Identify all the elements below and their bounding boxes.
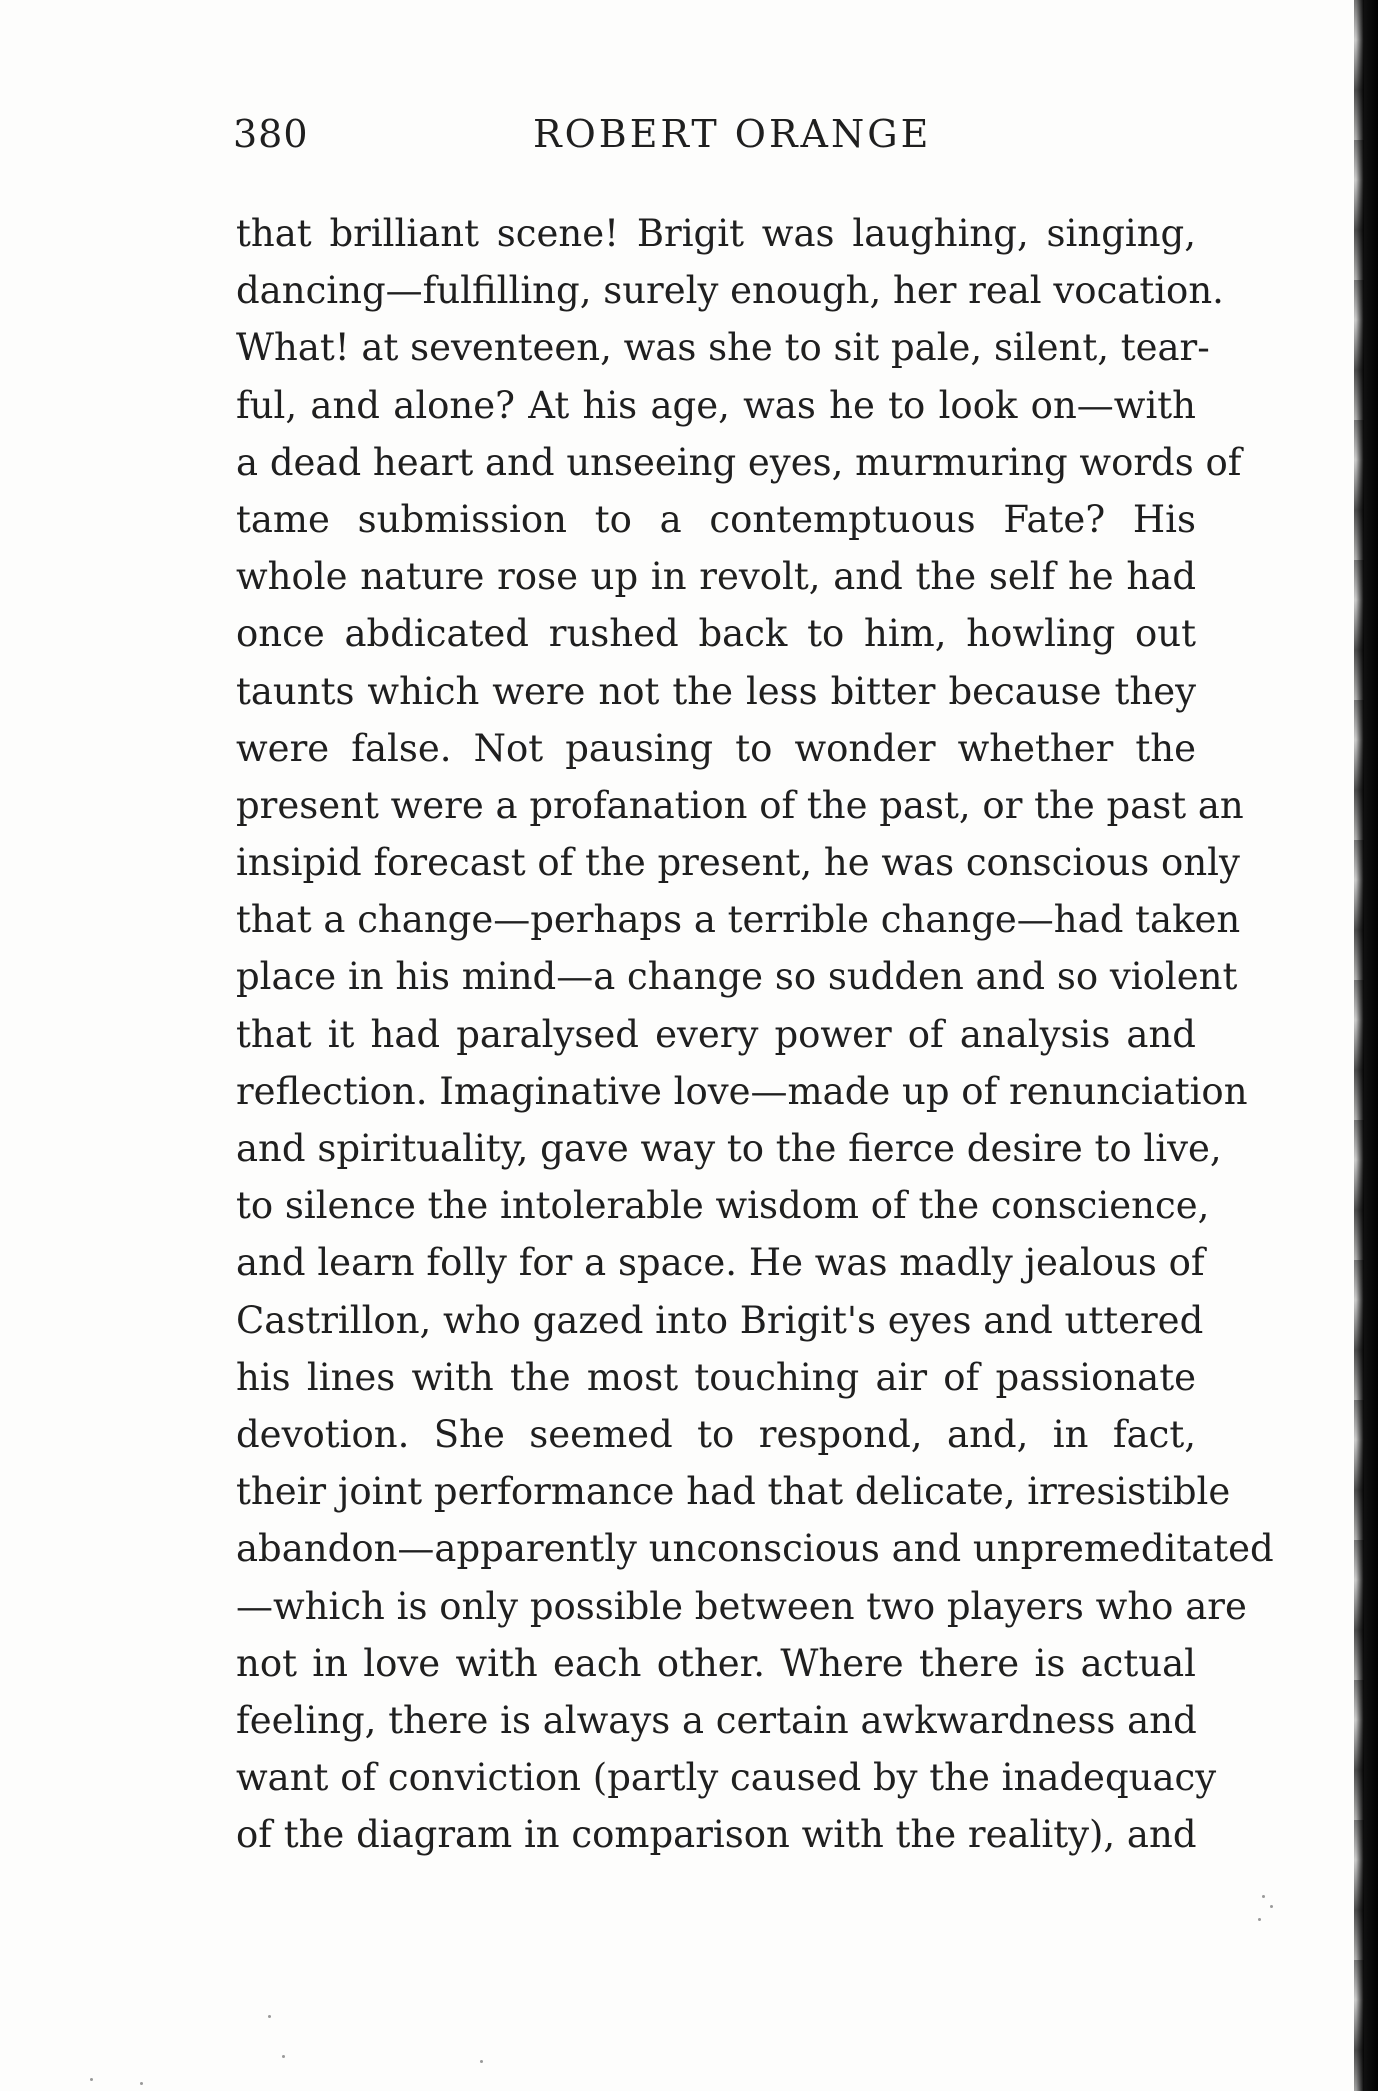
text-line: Castrillon, who gazed into Brigit's eyes and uttered [236,1298,1204,1342]
text-line: place in his mind—a change so sudden and so violent [236,955,1238,999]
paper-speck [1258,1918,1261,1921]
paper-speck [268,2015,271,2018]
text-line: whole nature rose up in revolt, and the self he had [236,555,1196,599]
text-line: What! at seventeen, was she to sit pale, silent, tear- [236,326,1210,370]
paper-speck [282,2055,285,2058]
text-line: tame submission to a contemptuous Fate? His [236,497,1196,541]
text-line: and spirituality, gave way to the fierce desire to live, [236,1127,1222,1170]
text-line: taunts which were not the less bitter because they [236,669,1196,713]
page-number: 380 [233,112,309,156]
book-title: ROBERT ORANGE [533,112,932,156]
text-line: feeling, there is always a certain awkwardness and [236,1698,1197,1742]
page-edge-texture [1354,0,1364,2091]
text-line: dancing—fulfilling, surely enough, her real vocation. [236,269,1224,313]
text-line: ful, and alone? At his age, was he to look on—with [236,383,1196,427]
running-head [233,112,1198,172]
text-line: his lines with the most touching air of passionate [236,1355,1196,1399]
text-line: not in love with each other. Where there is actual [236,1641,1196,1685]
text-line: —which is only possible between two players who are [236,1584,1247,1628]
text-line: reflection. Imaginative love—made up of renunciation [236,1069,1248,1113]
text-line: want of conviction (partly caused by the inadequacy [236,1756,1217,1800]
text-line: and learn folly for a space. He was madly jealous of [236,1241,1205,1285]
text-line: present were a profanation of the past, or the past an [236,783,1244,827]
text-line: a dead heart and unseeing eyes, murmuring words of [236,440,1242,484]
text-line: devotion. She seemed to respond, and, in fact, [236,1412,1196,1456]
paper-speck [1262,1895,1265,1898]
text-line: abandon—apparently unconscious and unpremeditated [236,1527,1274,1571]
text-line: were false. Not pausing to wonder whether the [236,726,1196,770]
text-line: that brilliant scene! Brigit was laughing, singing, [236,212,1196,255]
body-text [236,205,1274,1863]
text-line: once abdicated rushed back to him, howling out [236,612,1196,656]
text-line: insipid forecast of the present, he was conscious only [236,841,1240,885]
text-line: of the diagram in comparison with the reality), and [236,1813,1197,1857]
paper-speck [90,2078,93,2081]
text-line: that a change—perhaps a terrible change—had taken [236,898,1241,942]
paper-speck [140,2082,143,2085]
text-line: that it had paralysed every power of analysis and [236,1012,1196,1056]
text-line: their joint performance had that delicate, irresistible [236,1470,1231,1514]
text-line: to silence the intolerable wisdom of the conscience, [236,1184,1210,1228]
paper-speck [1270,1905,1273,1908]
paper-speck [480,2060,483,2063]
